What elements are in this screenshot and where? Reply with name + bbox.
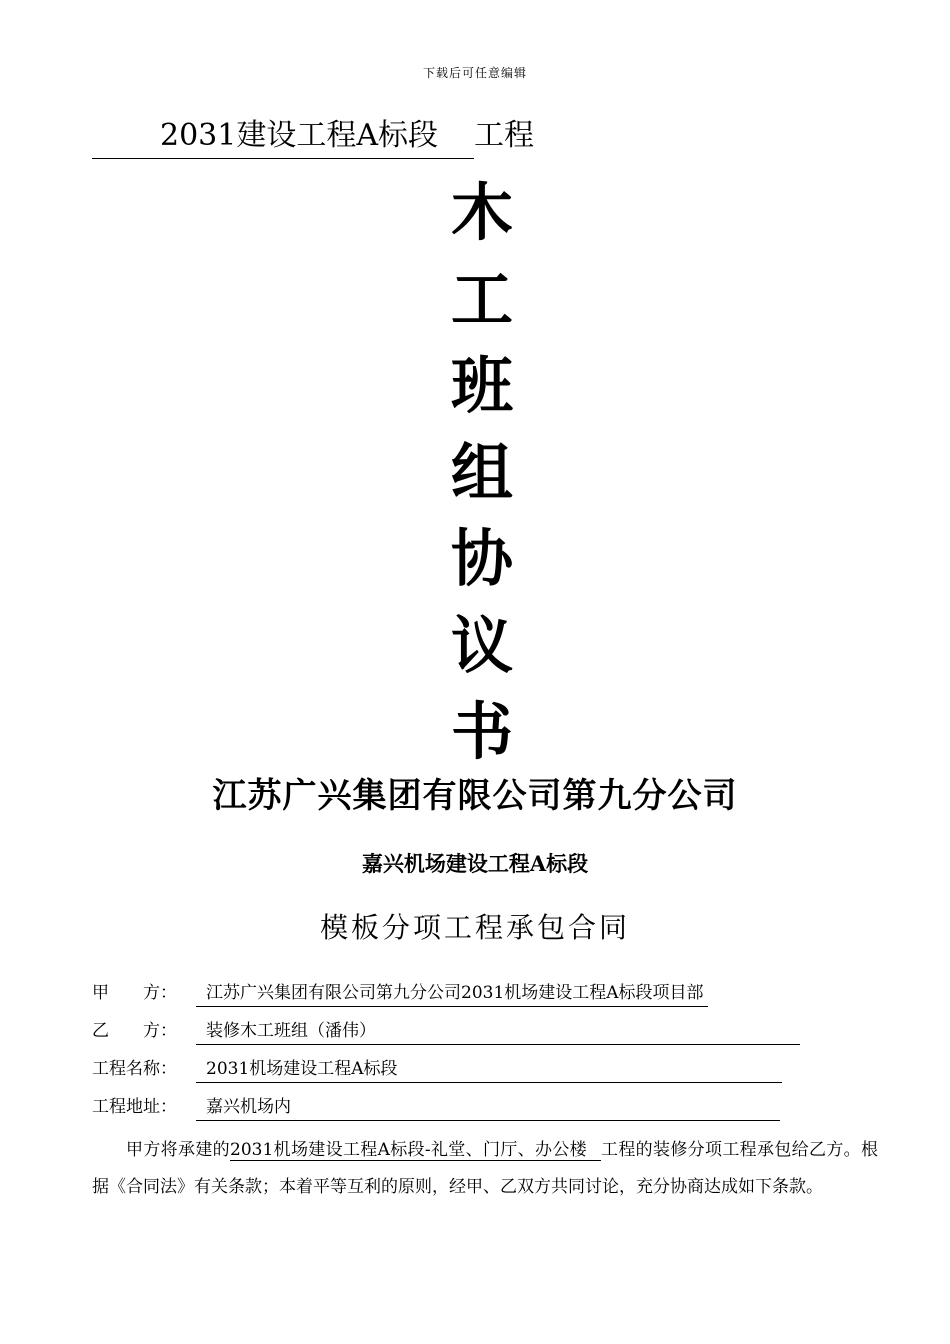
field-value: 江苏广兴集团有限公司第九分公司2031机场建设工程A标段项目部 (196, 980, 708, 1007)
project-title-suffix: 工程 (474, 118, 535, 153)
vertical-title-char: 工 (450, 262, 513, 336)
intro-suffix: 工程的装修分项工程承包给乙方。根据《合同法》有关条款；本着平等互利的原则，经甲、乙双方共同讨论，充分协商达成如下条款。 (92, 1140, 878, 1197)
project-title-underline (92, 114, 474, 159)
field-label: 乙 方： (92, 1021, 177, 1041)
field-label: 工程名称： (92, 1059, 177, 1079)
intro-project-scope: 2031机场建设工程A标段-礼堂、门厅、办公楼 (230, 1140, 601, 1161)
field-project-address (92, 1094, 780, 1124)
company-name: 江苏广兴集团有限公司第九分公司 (212, 776, 738, 816)
field-value: 装修木工班组（潘伟） (196, 1018, 800, 1045)
field-label: 甲 方： (92, 983, 177, 1003)
intro-paragraph (92, 1132, 878, 1206)
project-title-text: 2031建设工程A标段 (160, 118, 439, 153)
field-value: 嘉兴机场内 (196, 1094, 780, 1121)
vertical-document-title (432, 170, 532, 776)
field-party-b (92, 1018, 800, 1048)
field-project-name (92, 1056, 782, 1086)
vertical-title-char: 班 (450, 349, 513, 422)
header-note: 下载后可任意编辑 (422, 66, 527, 80)
field-label: 工程地址： (92, 1097, 177, 1117)
intro-prefix: 甲方将承建的 (126, 1140, 231, 1160)
contract-title: 模板分项工程承包合同 (319, 911, 630, 944)
vertical-title-char: 议 (450, 608, 513, 682)
vertical-title-char: 协 (450, 522, 513, 595)
field-party-a (92, 980, 708, 1010)
project-title (92, 114, 534, 158)
field-value: 2031机场建设工程A标段 (196, 1056, 782, 1083)
vertical-title-char: 组 (450, 435, 513, 509)
vertical-title-char: 书 (450, 695, 513, 768)
project-subtitle: 嘉兴机场建设工程A标段 (361, 851, 589, 876)
vertical-title-char: 木 (450, 176, 513, 249)
